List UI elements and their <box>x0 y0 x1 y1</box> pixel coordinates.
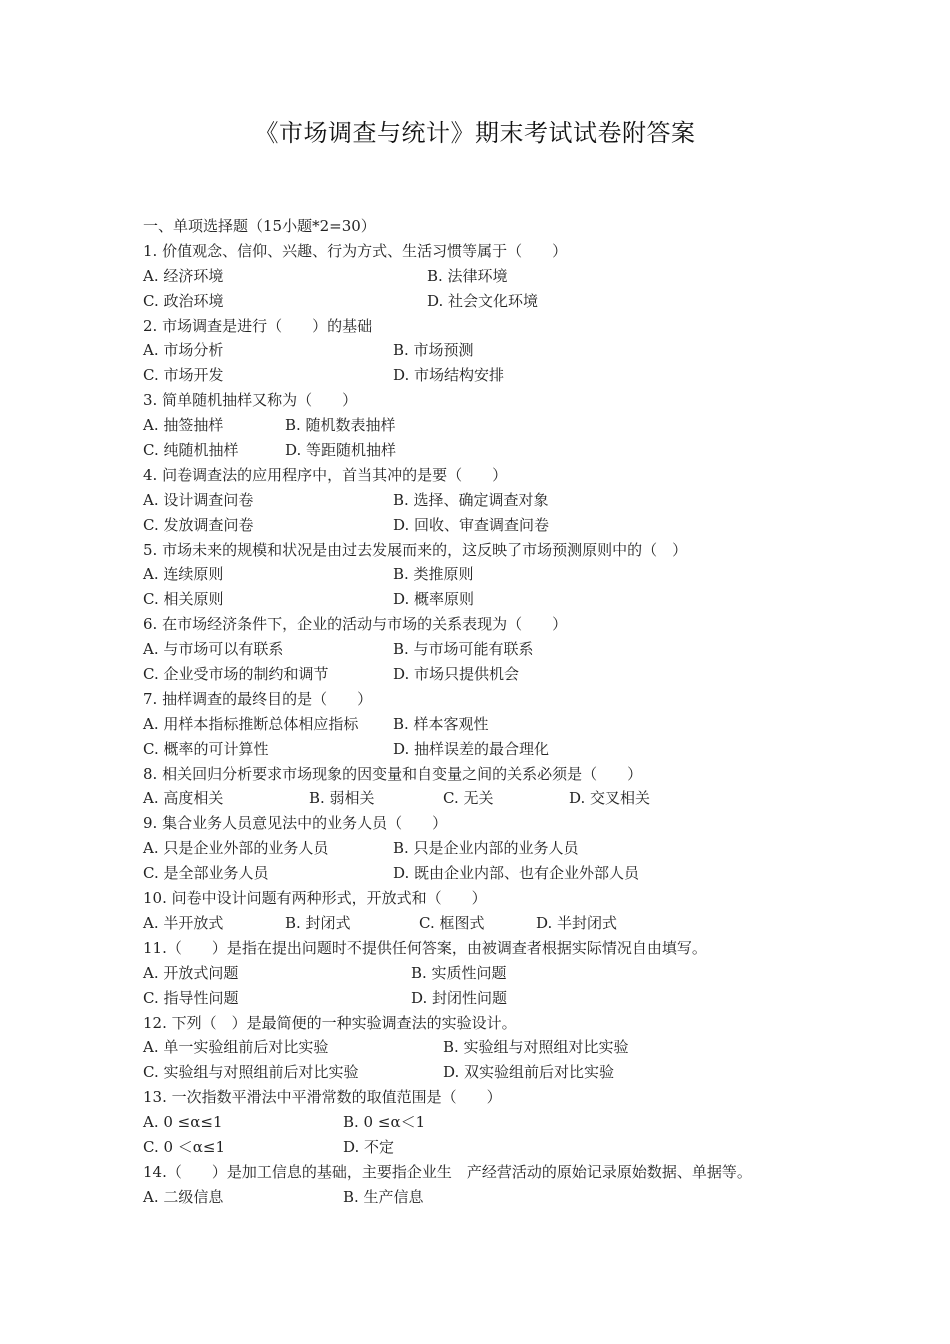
option-row <box>143 488 863 513</box>
page-title: 《市场调查与统计》期末考试试卷附答案 <box>254 119 696 147</box>
answer-option: B. 选择、确定调查对象 <box>393 490 549 509</box>
answer-option: B. 弱相关 <box>309 789 375 808</box>
answer-option: A. 单一实验组前后对比实验 <box>143 1038 329 1057</box>
answer-option: B. 法律环境 <box>427 266 508 285</box>
option-row <box>143 986 863 1011</box>
answer-option: B. 实质性问题 <box>411 963 507 982</box>
option-row <box>143 662 863 687</box>
answer-option: C. 相关原则 <box>143 590 224 609</box>
answer-option: C. 是全部业务人员 <box>143 864 269 883</box>
answer-option: D. 封闭性问题 <box>411 988 508 1007</box>
answer-option: D. 社会文化环境 <box>427 291 539 310</box>
option-row <box>143 363 863 388</box>
option-row <box>143 786 863 811</box>
section-heading: 一、单项选择题（15小题*2=30） <box>143 217 376 235</box>
question-stem: 14.（ ）是加工信息的基础，主要指企业生 产经营活动的原始记录原始数据、单据等。 <box>143 1162 752 1181</box>
answer-option: C. 无关 <box>443 789 494 808</box>
answer-option: D. 概率原则 <box>393 590 475 609</box>
answer-option: C. 概率的可计算性 <box>143 739 269 758</box>
question-stem: 11.（ ）是指在提出问题时不提供任何答案，由被调查者根据实际情况自由填写。 <box>143 938 707 957</box>
question-stem: 6. 在市场经济条件下，企业的活动与市场的关系表现为（ ） <box>143 615 568 634</box>
answer-option: B. 随机数表抽样 <box>285 416 396 435</box>
answer-option: C. 框图式 <box>419 913 485 932</box>
question-stem: 5. 市场未来的规模和状况是由过去发展而来的，这反映了市场预测原则中的（ ） <box>143 540 688 559</box>
question-stem: 2. 市场调查是进行（ ）的基础 <box>143 316 373 335</box>
answer-option: B. 只是企业内部的业务人员 <box>393 839 579 858</box>
option-row <box>143 338 863 363</box>
answer-option: D. 市场结构安排 <box>393 366 505 385</box>
option-row <box>143 289 863 314</box>
answer-option: A. 用样本指标推断总体相应指标 <box>143 714 359 733</box>
option-row <box>143 911 863 936</box>
answer-option: B. 实验组与对照组对比实验 <box>443 1038 629 1057</box>
question-stem: 13. 一次指数平滑法中平滑常数的取值范围是（ ） <box>143 1088 502 1107</box>
answer-option: A. 开放式问题 <box>143 963 239 982</box>
answer-option: C. 0 ＜α≤1 <box>143 1137 226 1156</box>
answer-option: D. 回收、审查调查问卷 <box>393 515 550 534</box>
option-row <box>143 861 863 886</box>
question-stem: 4. 问卷调查法的应用程序中，首当其冲的是要（ ） <box>143 465 508 484</box>
answer-option: A. 经济环境 <box>143 266 224 285</box>
answer-option: A. 与市场可以有联系 <box>143 640 284 659</box>
answer-option: C. 市场开发 <box>143 366 224 385</box>
answer-option: D. 交叉相关 <box>569 789 651 808</box>
option-row <box>143 587 863 612</box>
answer-option: A. 二级信息 <box>143 1187 224 1206</box>
question-list <box>143 214 863 1210</box>
option-row <box>143 513 863 538</box>
answer-option: C. 实验组与对照组前后对比实验 <box>143 1063 359 1082</box>
question-stem: 10. 问卷中设计问题有两种形式，开放式和（ ） <box>143 889 487 908</box>
answer-option: A. 市场分析 <box>143 341 224 360</box>
answer-option: A. 抽签抽样 <box>143 416 224 435</box>
option-row <box>143 1185 863 1210</box>
answer-option: D. 双实验组前后对比实验 <box>443 1063 615 1082</box>
option-row <box>143 961 863 986</box>
answer-option: D. 半封闭式 <box>536 913 618 932</box>
answer-option: C. 指导性问题 <box>143 988 239 1007</box>
answer-option: C. 发放调查问卷 <box>143 515 254 534</box>
question-stem: 8. 相关回归分析要求市场现象的因变量和自变量之间的关系必须是（ ） <box>143 764 643 783</box>
option-row <box>143 712 863 737</box>
answer-option: B. 市场预测 <box>393 341 474 360</box>
answer-option: B. 类推原则 <box>393 565 474 584</box>
question-stem: 3. 简单随机抽样又称为（ ） <box>143 391 358 410</box>
answer-option: C. 政治环境 <box>143 291 224 310</box>
option-row <box>143 562 863 587</box>
answer-option: B. 与市场可能有联系 <box>393 640 534 659</box>
answer-option: D. 不定 <box>343 1137 395 1156</box>
question-stem: 7. 抽样调查的最终目的是（ ） <box>143 689 373 708</box>
answer-option: D. 抽样误差的最合理化 <box>393 739 550 758</box>
answer-option: D. 等距随机抽样 <box>285 441 397 460</box>
answer-option: B. 封闭式 <box>285 913 351 932</box>
answer-option: B. 样本客观性 <box>393 714 489 733</box>
answer-option: A. 高度相关 <box>143 789 224 808</box>
answer-option: A. 0 ≤α≤1 <box>143 1113 223 1132</box>
option-row <box>143 413 863 438</box>
option-row <box>143 836 863 861</box>
answer-option: C. 纯随机抽样 <box>143 441 239 460</box>
answer-option: D. 市场只提供机会 <box>393 665 520 684</box>
answer-option: A. 设计调查问卷 <box>143 490 254 509</box>
option-row <box>143 438 863 463</box>
option-row <box>143 637 863 662</box>
answer-option: A. 连续原则 <box>143 565 224 584</box>
answer-option: B. 生产信息 <box>343 1187 424 1206</box>
answer-option: D. 既由企业内部、也有企业外部人员 <box>393 864 640 883</box>
option-row <box>143 264 863 289</box>
answer-option: B. 0 ≤α＜1 <box>343 1113 426 1132</box>
answer-option: C. 企业受市场的制约和调节 <box>143 665 329 684</box>
option-row <box>143 1135 863 1160</box>
answer-option: A. 只是企业外部的业务人员 <box>143 839 329 858</box>
option-row <box>143 1035 863 1060</box>
question-stem: 12. 下列（ ）是最简便的一种实验调查法的实验设计。 <box>143 1013 517 1032</box>
option-row <box>143 1110 863 1135</box>
answer-option: A. 半开放式 <box>143 913 224 932</box>
question-stem: 1. 价值观念、信仰、兴趣、行为方式、生活习惯等属于（ ） <box>143 241 568 260</box>
option-row <box>143 1060 863 1085</box>
option-row <box>143 737 863 762</box>
question-stem: 9. 集合业务人员意见法中的业务人员（ ） <box>143 814 448 833</box>
